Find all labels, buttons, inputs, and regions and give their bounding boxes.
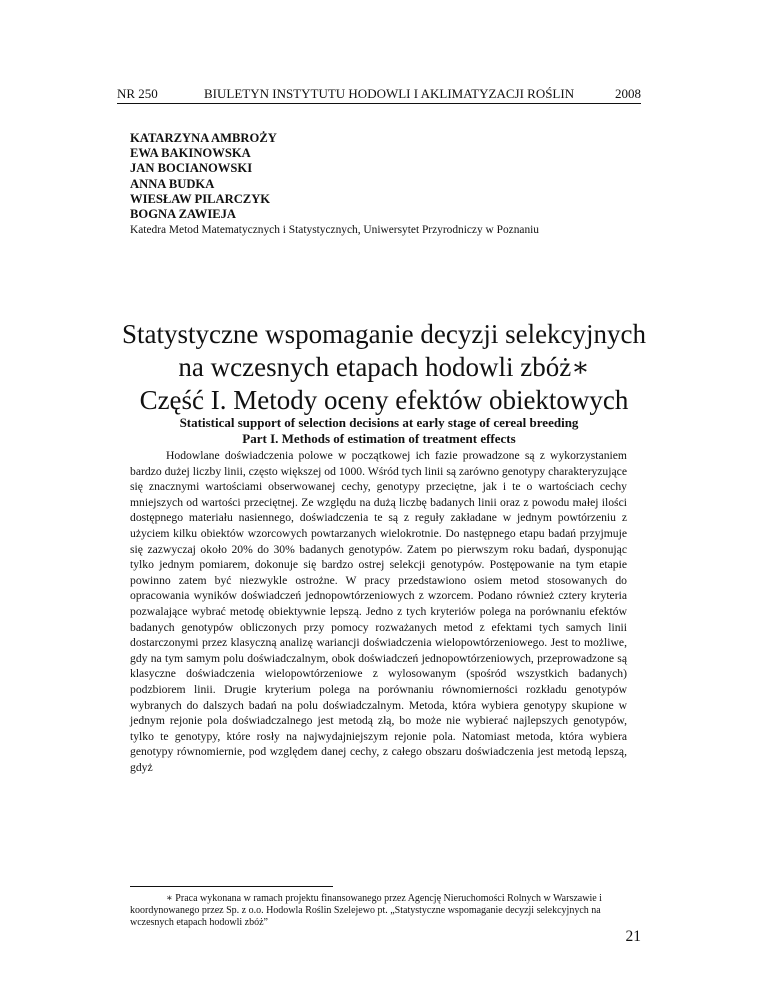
page-number: 21: [625, 928, 641, 945]
paper-title: [117, 318, 651, 417]
author: EWA BAKINOWSKA: [130, 146, 251, 161]
footnote: ∗ Praca wykonana w ramach projektu finansowanego przez Agencję Nieruchomości Rolnych w Warszawie i koordynowanego przez Sp. z o.o. Hodowla Roślin Szelejewo pt. „Statystyczne wspomaganie decyzji selekcyjnych na wczesnych etapach hodowli zbóż”: [130, 893, 602, 928]
author: WIESŁAW PILARCZYK: [130, 191, 271, 206]
author: JAN BOCIANOWSKI: [130, 161, 253, 176]
author: BOGNA ZAWIEJA: [130, 207, 237, 222]
title-line: Część I. Metody oceny efektów obiektowych: [139, 385, 629, 415]
affiliation: Katedra Metod Matematycznych i Statystycznych, Uniwersytet Przyrodniczy w Poznaniu: [130, 224, 539, 236]
title-line: Statystyczne wspomaganie decyzji selekcyjnych: [121, 319, 647, 349]
title-line: na wczesnych etapach hodowli zbóż∗: [178, 352, 590, 382]
journal-name: BIULETYN INSTYTUTU HODOWLI I AKLIMATYZACJI ROŚLIN: [204, 86, 575, 101]
footnote-rule: [130, 886, 333, 887]
abstract-text: Hodowlane doświadczenia polowe w początkowej ich fazie prowadzone są z wykorzystaniem bardzo dużej liczby linii, często większej od 1000. Wśród tych linii są zarówno genotypy charakteryzujące się znacznymi wartościami obserwowanej cechy, genotypy przeciętne, jak i te o wartościach cechy mniejszych od wartości przeciętnej. Ze względu na dużą liczbę badanych linii oraz z powodu małej ilości dostępnego materiału nasiennego, doświadczenia te są z reguły zakładane w jednym powtórzeniu z użyciem kilku obiektów wzorcowych powtarzanych wielokrotnie. Do następnego etapu badań przyjmuje się zazwyczaj około 20% do 30% badanych genotypów. Zatem po pierwszym roku badań, dysponując tylko jednym pomiarem, dokonuje się bardzo ostrej selekcji genotypów. Postępowanie na tym etapie powinno zatem być niezwykle ostrożne. W pracy przedstawiono osiem metod stosowanych do opracowania wyników doświadczeń jednopowtórzeniowych z wzorcem. Podano również cztery kryteria pozwalające wybrać metodę obiektywnie lepszą. Jedno z tych kryteriów polega na porównaniu efektów badanych genotypów obliczonych przy pomocy rozważanych metod z efektami tych samych linii dostarczonymi przez klasyczną analizę wariancji doświadczenia wielopowtórzeniowego. Jest to możliwe, gdy na tym samym polu doświadczalnym, obok doświadczeń jednopowtórzeniowych, przeprowadzone są klasyczne doświadczenia wielopowtórzeniowe z wylosowanym (spośród wszystkich badanych) podzbiorem linii. Drugie kryterium polega na porównaniu równomierności rozkładu genotypów wybranych do dalszych badań na polu doświadczalnym. Metoda, która wybiera genotypy skupione w jednym rejonie pola doświadczalnego jest metodą złą, bo może nie wybierać najlepszych genotypów, tylko te genotypy, które rosły na najwydajniejszym rejonie pola. Natomiast metoda, która wybiera genotypy równomiernie, pod względem danej cechy, z całego obszaru doświadczenia jest metodą lepszą, gdyż: [130, 449, 627, 774]
author-list: [130, 131, 277, 222]
english-title-line: Statistical support of selection decisions at early stage of cereal breeding: [179, 415, 579, 430]
english-title: [117, 415, 641, 447]
english-title-line: Part I. Methods of estimation of treatment effects: [242, 431, 516, 446]
issue-number: NR 250: [117, 86, 158, 101]
author: ANNA BUDKA: [130, 176, 215, 191]
issue-year: 2008: [615, 86, 641, 101]
running-header: [117, 86, 641, 102]
author: KATARZYNA AMBROŻY: [130, 131, 277, 145]
header-rule: [117, 103, 641, 104]
